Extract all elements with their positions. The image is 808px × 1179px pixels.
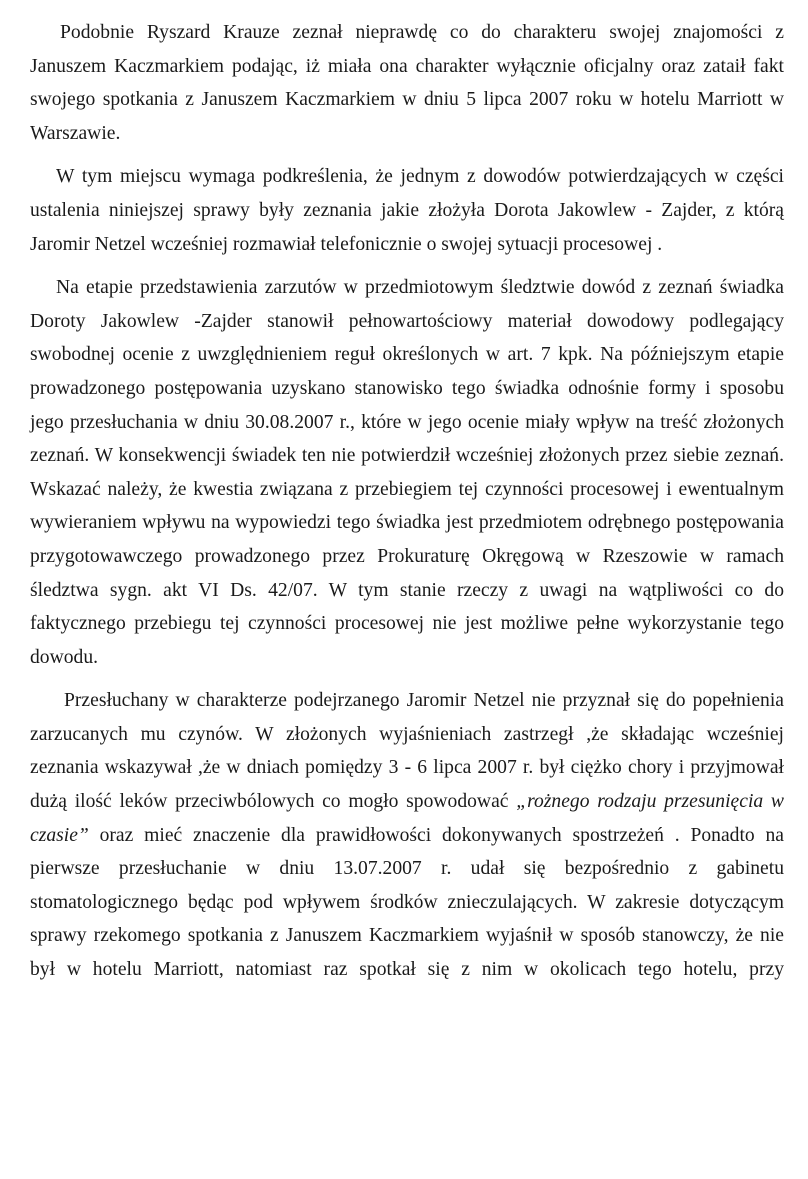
- paragraph-4-text-before: Przesłuchany w charakterze podejrzanego Jaromir Netzel nie przyznał się do popełnienia zarzucanych mu czynów. W złożonych wyjaśnieniach zastrzegł ,że składając wcześniej zeznania wskazywał ,że w dniach pomiędzy 3 - 6 lipca 2007 r. był ciężko chory i przyjmował dużą ilość leków przeciwbólowych co mogło spowodować: [30, 690, 784, 813]
- paragraph-2: W tym miejscu wymaga podkreślenia, że jednym z dowodów potwierdzających w części ustalenia niniejszej sprawy były zeznania jakie złożyła Dorota Jakowlew - Zajder, z którą Jaromir Netzel wcześniej rozmawiał telefonicznie o swojej sytuacji procesowej .: [30, 166, 784, 255]
- paragraph-4: [30, 684, 784, 986]
- paragraph-3: Na etapie przedstawienia zarzutów w przedmiotowym śledztwie dowód z zeznań świadka Doroty Jakowlew -Zajder stanowił pełnowartościowy materiał dowodowy podlegający swobodnej ocenie z uwzględnieniem reguł określonych w art. 7 kpk. Na późniejszym etapie prowadzonego postępowania uzyskano stanowisko tego świadka odnośnie formy i sposobu jego przesłuchania w dniu 30.08.2007 r., które w jego ocenie miały wpływ na treść złożonych zeznań. W konsekwencji świadek ten nie potwierdził wcześniej złożonych przez siebie zeznań. Wskazać należy, że kwestia związana z przebiegiem tej czynności procesowej i ewentualnym wywieraniem wpływu na wypowiedzi tego świadka jest przedmiotem odrębnego postępowania przygotowawczego prowadzonego przez Prokuraturę Okręgową w Rzeszowie w ramach śledztwa sygn. akt VI Ds. 42/07. W tym stanie rzeczy z uwagi na wątpliwości co do faktycznego przebiegu tej czynności procesowej nie jest możliwe pełne wykorzystanie tego dowodu.: [30, 277, 784, 668]
- paragraph-4-quote: „rożnego rodzaju przesunięcia w czasie”: [30, 791, 784, 846]
- document-page: [30, 16, 784, 987]
- paragraph-4-text-after: oraz mieć znaczenie dla prawidłowości dokonywanych spostrzeżeń . Ponadto na pierwsze przesłuchanie w dniu 13.07.2007 r. udał się bezpośrednio z gabinetu stomatologicznego będąc pod wpływem środków znieczulających. W zakresie dotyczącym sprawy rzekomego spotkania z Januszem Kaczmarkiem wyjaśnił w sposób stanowczy, że nie był w hotelu Marriott, natomiast raz spotkał się z nim w okolicach tego hotelu, przy: [30, 824, 784, 981]
- paragraph-1: Podobnie Ryszard Krauze zeznał nieprawdę co do charakteru swojej znajomości z Januszem Kaczmarkiem podając, iż miała ona charakter wyłącznie oficjalny oraz zataił fakt swojego spotkania z Januszem Kaczmarkiem w dniu 5 lipca 2007 roku w hotelu Marriott w Warszawie.: [30, 22, 784, 144]
